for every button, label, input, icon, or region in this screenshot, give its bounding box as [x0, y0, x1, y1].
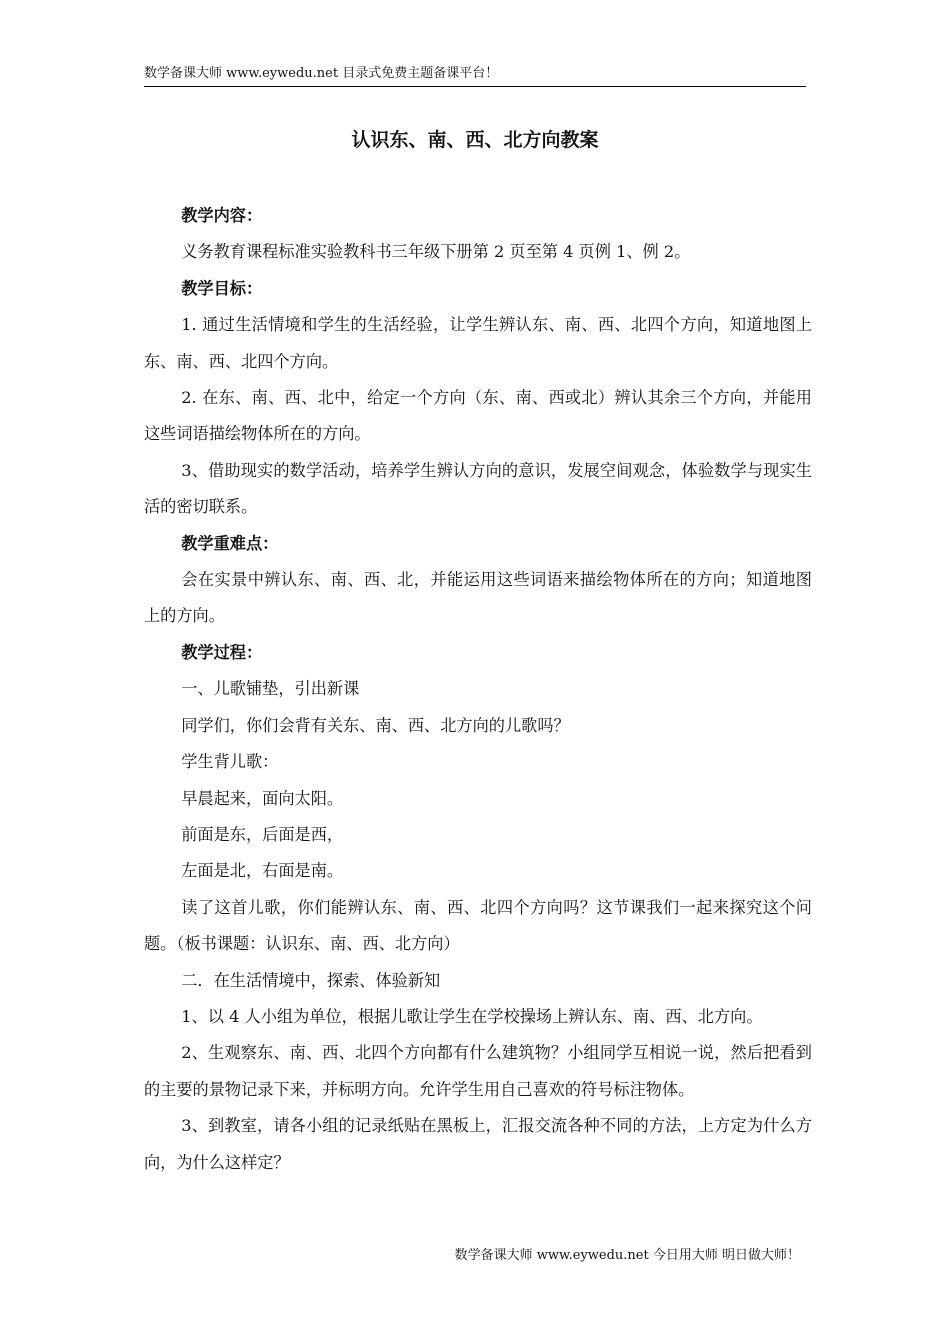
paragraph-objective-3: 3、借助现实的数学活动，培养学生辨认方向的意识，发展空间观念，体验数学与现实生活的密切联系。	[144, 460, 812, 517]
paragraph-activity-1: 1、以 4 人小组为单位，根据儿歌让学生在学校操场上辨认东、南、西、北方向。	[181, 1006, 763, 1026]
paragraph-activity-2: 2、生观察东、南、西、北四个方向都有什么建筑物？小组同学互相说一说，然后把看到的主要的景物记录下来，并标明方向。允许学生用自己喜欢的符号标注物体。	[144, 1043, 812, 1099]
section-heading-key-points: 教学重难点：	[181, 533, 279, 553]
page-header: 数学备课大师 www.eywedu.net 目录式免费主题备课平台！	[144, 66, 806, 87]
rhyme-line-2: 前面是东，后面是西，	[181, 824, 344, 844]
rhyme-line-1: 早晨起来，面向太阳。	[181, 788, 344, 808]
document-body	[144, 198, 812, 1181]
section-heading-objectives: 教学目标：	[181, 278, 263, 298]
paragraph-step-one: 一、儿歌铺垫，引出新课	[181, 679, 360, 699]
rhyme-line-3: 左面是北，右面是南。	[181, 861, 344, 881]
paragraph-activity-3: 3、到教室，请各小组的记录纸贴在黑板上，汇报交流各种不同的方法，上方定为什么方向，为什么这样定？	[144, 1116, 812, 1172]
paragraph-key-points: 会在实景中辨认东、南、西、北，并能运用这些词语来描绘物体所在的方向；知道地图上的方向。	[144, 570, 812, 626]
section-heading-content: 教学内容：	[181, 206, 263, 225]
paragraph-content: 义务教育课程标准实验教科书三年级下册第 2 页至第 4 页例 1、例 2。	[181, 242, 691, 262]
document-title: 认识东、南、西、北方向教案	[351, 129, 599, 151]
section-heading-process: 教学过程：	[181, 642, 263, 662]
paragraph-objective-1: 1. 通过生活情境和学生的生活经验，让学生辨认东、南、西、北四个方向，知道地图上东、南、西、北四个方向。	[144, 315, 812, 371]
paragraph-question: 同学们，你们会背有关东、南、西、北方向的儿歌吗？	[181, 715, 570, 735]
paragraph-objective-2: 2. 在东、南、西、北中，给定一个方向（东、南、西或北）辨认其余三个方向，并能用这些词语描绘物体所在的方向。	[144, 388, 812, 444]
paragraph-recite: 学生背儿歌：	[181, 752, 279, 772]
paragraph-after-rhyme: 读了这首儿歌，你们能辨认东、南、西、北四个方向吗？这节课我们一起来探究这个问题。（板书课题：认识东、南、西、北方向）	[144, 897, 812, 954]
page-footer: 数学备课大师 www.eywedu.net 今日用大师 明日做大师！	[454, 1248, 800, 1263]
paragraph-step-two: 二．在生活情境中，探索、体验新知	[181, 970, 441, 990]
